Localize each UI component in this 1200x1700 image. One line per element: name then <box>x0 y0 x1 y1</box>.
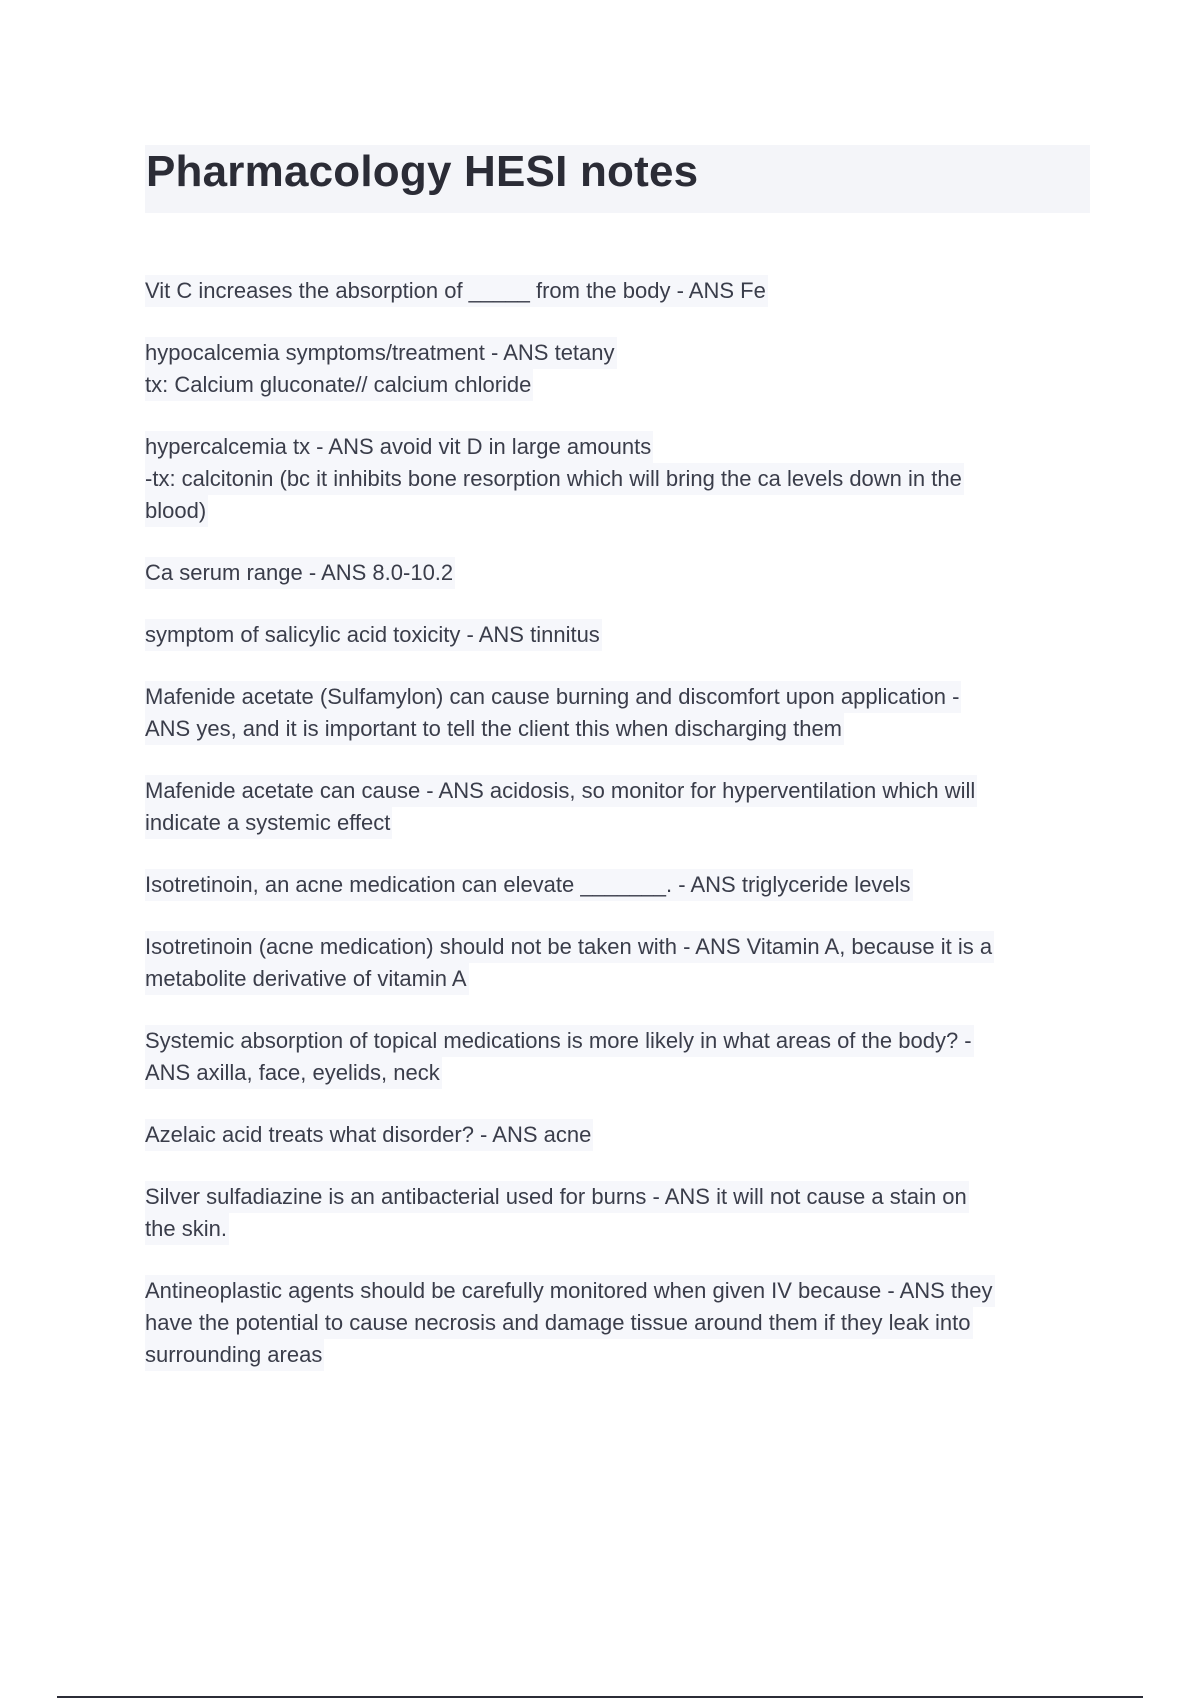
note-entry <box>145 1275 1090 1371</box>
notes-list <box>145 275 1090 1401</box>
note-line: Ca serum range - ANS 8.0-10.2 <box>145 557 455 589</box>
note-entry <box>145 431 1090 527</box>
note-entry <box>145 681 1090 745</box>
note-line: metabolite derivative of vitamin A <box>145 963 469 995</box>
note-line: Systemic absorption of topical medications is more likely in what areas of the body? - <box>145 1025 974 1057</box>
note-line: Mafenide acetate (Sulfamylon) can cause burning and discomfort upon application - <box>145 681 961 713</box>
footer-divider <box>57 1696 1143 1698</box>
note-entry <box>145 619 1090 651</box>
note-line: blood) <box>145 495 208 527</box>
note-line: Mafenide acetate can cause - ANS acidosis, so monitor for hyperventilation which will <box>145 775 977 807</box>
note-line: Azelaic acid treats what disorder? - ANS acne <box>145 1119 593 1151</box>
note-line: tx: Calcium gluconate// calcium chloride <box>145 369 533 401</box>
note-line: Antineoplastic agents should be carefully monitored when given IV because - ANS they <box>145 1275 995 1307</box>
note-entry <box>145 931 1090 995</box>
note-line: hypercalcemia tx - ANS avoid vit D in large amounts <box>145 431 653 463</box>
note-entry <box>145 869 1090 901</box>
note-entry <box>145 1025 1090 1089</box>
note-line: Isotretinoin (acne medication) should not be taken with - ANS Vitamin A, because it is a <box>145 931 994 963</box>
note-entry <box>145 1181 1090 1245</box>
note-line: indicate a systemic effect <box>145 807 392 839</box>
note-line: Isotretinoin, an acne medication can elevate _______. - ANS triglyceride levels <box>145 869 913 901</box>
note-entry <box>145 275 1090 307</box>
note-line: surrounding areas <box>145 1339 324 1371</box>
note-entry <box>145 557 1090 589</box>
note-line: hypocalcemia symptoms/treatment - ANS tetany <box>145 337 617 369</box>
note-line: the skin. <box>145 1213 229 1245</box>
note-entry <box>145 775 1090 839</box>
note-line: symptom of salicylic acid toxicity - ANS tinnitus <box>145 619 602 651</box>
note-line: ANS axilla, face, eyelids, neck <box>145 1057 442 1089</box>
note-line: -tx: calcitonin (bc it inhibits bone resorption which will bring the ca levels down in the <box>145 463 964 495</box>
note-entry <box>145 337 1090 401</box>
note-line: Vit C increases the absorption of _____ from the body - ANS Fe <box>145 275 768 307</box>
note-entry <box>145 1119 1090 1151</box>
note-line: have the potential to cause necrosis and damage tissue around them if they leak into <box>145 1307 973 1339</box>
page-title: Pharmacology HESI notes <box>146 147 699 196</box>
note-line: Silver sulfadiazine is an antibacterial used for burns - ANS it will not cause a stain on <box>145 1181 969 1213</box>
note-line: ANS yes, and it is important to tell the client this when discharging them <box>145 713 844 745</box>
